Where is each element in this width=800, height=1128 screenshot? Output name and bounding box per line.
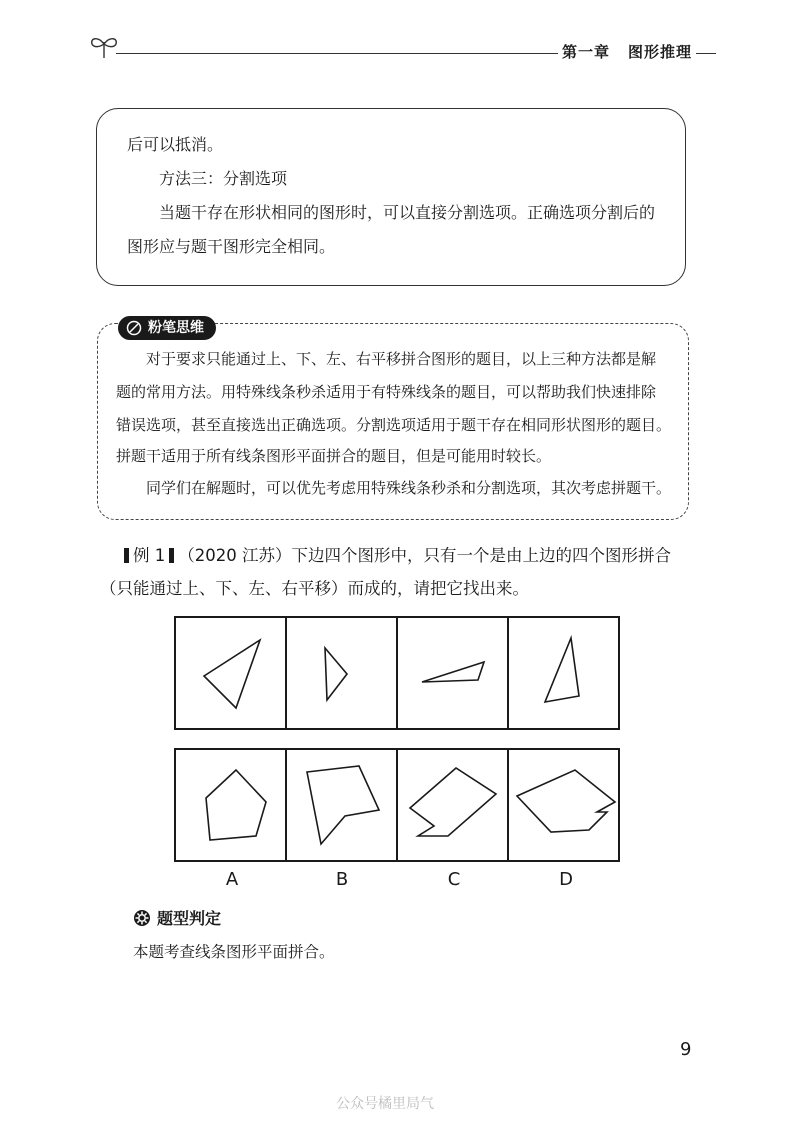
option-a-figure	[176, 750, 286, 860]
option-a-cell[interactable]	[176, 750, 287, 860]
gear-icon	[133, 909, 151, 927]
piece-triangle-3	[398, 618, 508, 728]
option-c-figure	[398, 750, 508, 860]
method-three-heading: 方法三：分割选项	[159, 169, 288, 188]
piece-cell	[176, 618, 287, 728]
thinking-tag	[118, 316, 216, 340]
option-b-figure	[287, 750, 397, 860]
puzzle-pieces-grid	[174, 616, 620, 730]
option-b-cell[interactable]	[287, 750, 398, 860]
method-box	[96, 108, 686, 286]
option-c-label: C	[447, 869, 461, 890]
thinking-line-3: 错误选项，甚至直接选出正确选项。分割选项适用于题干存在相同形状图形的题目。	[116, 416, 672, 434]
piece-triangle-1	[176, 618, 286, 728]
running-header	[558, 41, 696, 62]
option-a-label: A	[225, 869, 239, 890]
thinking-line-4: 拼题干适用于所有线条图形平面拼合的题目，但是可能用时较长。	[116, 447, 552, 465]
example-bar-left	[124, 548, 129, 563]
analysis-title: 题型判定	[157, 909, 222, 928]
piece-triangle-4	[509, 618, 619, 728]
analysis-body: 本题考查线条图形平面拼合。	[133, 943, 335, 961]
thinking-line-2: 题的常用方法。用特殊线条秒杀适用于有特殊线条的题目，可以帮助我们快速排除	[116, 383, 657, 401]
option-d-cell[interactable]	[509, 750, 618, 860]
piece-cell	[509, 618, 618, 728]
method-line-3: 当题干存在形状相同的图形时，可以直接分割选项。正确选项分割后的	[159, 203, 656, 222]
answer-options-grid	[174, 748, 620, 862]
example-bar-right	[169, 548, 174, 563]
analysis-heading	[133, 906, 221, 929]
piece-cell	[398, 618, 509, 728]
chapter-label: 第一章	[562, 43, 611, 61]
example-text-1: （2020 江苏）下边四个图形中，只有一个是由上边的四个图形拼合	[178, 546, 671, 565]
section-title: 图形推理	[628, 43, 693, 61]
option-d-label: D	[559, 869, 573, 890]
thinking-line-1: 对于要求只能通过上、下、左、右平移拼合图形的题目，以上三种方法都是解	[146, 350, 657, 368]
sprout-icon	[84, 32, 124, 60]
page-number: 9	[680, 1039, 692, 1060]
option-b-label: B	[335, 869, 349, 890]
option-c-cell[interactable]	[398, 750, 509, 860]
pencil-icon	[126, 320, 142, 336]
method-line-4: 图形应与题干图形完全相同。	[127, 237, 336, 256]
example-line-2: （只能通过上、下、左、右平移）而成的，请把它找出来。	[100, 579, 529, 598]
piece-triangle-2	[287, 618, 397, 728]
watermark: 公众号橘里局气	[336, 1096, 434, 1112]
example-line-1	[120, 545, 671, 567]
method-line-1: 后可以抵消。	[127, 135, 224, 154]
thinking-line-5: 同学们在解题时，可以优先考虑用特殊线条秒杀和分割选项，其次考虑拼题干。	[146, 479, 672, 497]
example-label: 例 1	[133, 546, 166, 565]
thinking-tag-label: 粉笔思维	[148, 320, 204, 336]
piece-cell	[287, 618, 398, 728]
option-d-figure	[509, 750, 619, 860]
